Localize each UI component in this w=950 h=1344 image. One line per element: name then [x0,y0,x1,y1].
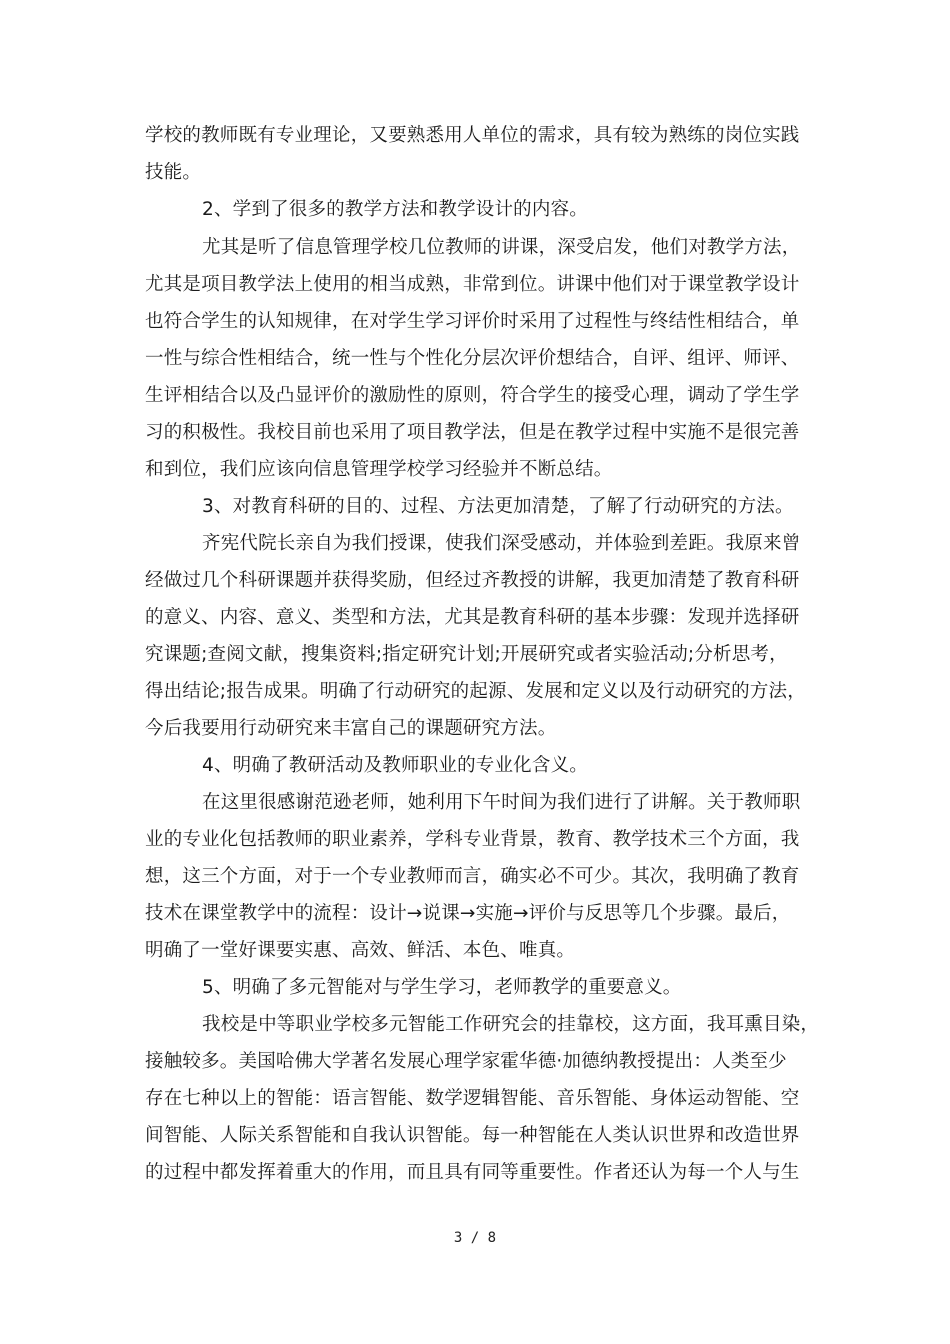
text-line: 技能。 [145,162,202,183]
section-heading: 3、对教育科研的目的、过程、方法更加清楚，了解了行动研究的方法。 [202,496,794,517]
section-heading: 5、明确了多元智能对与学生学习，老师教学的重要意义。 [202,977,682,998]
text-line: 学校的教师既有专业理论，又要熟悉用人单位的需求，具有较为熟练的岗位实践 [145,125,800,146]
text-line: 存在七种以上的智能：语言智能、数学逻辑智能、音乐智能、身体运动智能、空 [145,1088,800,1109]
text-line: 尤其是项目教学法上使用的相当成熟，非常到位。讲课中他们对于课堂教学设计 [145,274,800,295]
text-line: 生评相结合以及凸显评价的激励性的原则，符合学生的接受心理，调动了学生学 [145,385,800,406]
text-line: 经做过几个科研课题并获得奖励，但经过齐教授的讲解，我更加清楚了教育科研 [145,570,800,591]
text-line: 今后我要用行动研究来丰富自己的课题研究方法。 [145,718,557,739]
text-line: 和到位，我们应该向信息管理学校学习经验并不断总结。 [145,459,613,480]
text-line: 间智能、人际关系智能和自我认识智能。每一种智能在人类认识世界和改造世界 [145,1125,800,1146]
text-line: 得出结论;报告成果。明确了行动研究的起源、发展和定义以及行动研究的方法， [145,681,806,702]
text-line: 技术在课堂教学中的流程：设计→说课→实施→评价与反思等几个步骤。最后， [145,903,791,924]
text-line: 齐宪代院长亲自为我们授课，使我们深受感动，并体验到差距。我原来曾 [202,533,801,554]
section-heading: 2、学到了很多的教学方法和教学设计的内容。 [202,199,588,220]
text-line: 业的专业化包括教师的职业素养，学科专业背景，教育、教学技术三个方面，我 [145,829,800,850]
page-number: 3 / 8 [453,1230,497,1246]
text-line: 也符合学生的认知规律，在对学生学习评价时采用了过程性与终结性相结合，单 [145,311,800,332]
text-line: 的意义、内容、意义、类型和方法，尤其是教育科研的基本步骤：发现并选择研 [145,607,800,628]
section-heading: 4、明确了教研活动及教师职业的专业化含义。 [202,755,588,776]
text-line: 我校是中等职业学校多元智能工作研究会的挂靠校，这方面，我耳熏目染， [202,1014,820,1035]
text-line: 习的积极性。我校目前也采用了项目教学法，但是在教学过程中实施不是很完善 [145,422,800,443]
text-line: 尤其是听了信息管理学校几位教师的讲课，深受启发，他们对教学方法， [202,237,801,258]
text-line: 的过程中都发挥着重大的作用，而且具有同等重要性。作者还认为每一个人与生 [145,1162,800,1183]
text-line: 一性与综合性相结合，统一性与个性化分层次评价想结合，自评、组评、师评、 [145,348,800,369]
text-line: 接触较多。美国哈佛大学著名发展心理学家霍华德·加德纳教授提出：人类至少 [145,1051,787,1072]
text-line: 究课题;查阅文献，搜集资料;指定研究计划;开展研究或者实验活动;分析思考， [145,644,788,665]
text-line: 在这里很感谢范逊老师，她利用下午时间为我们进行了讲解。关于教师职 [202,792,801,813]
text-line: 明确了一堂好课要实惠、高效、鲜活、本色、唯真。 [145,940,576,961]
text-line: 想，这三个方面，对于一个专业教师而言，确实必不可少。其次，我明确了教育 [145,866,800,887]
